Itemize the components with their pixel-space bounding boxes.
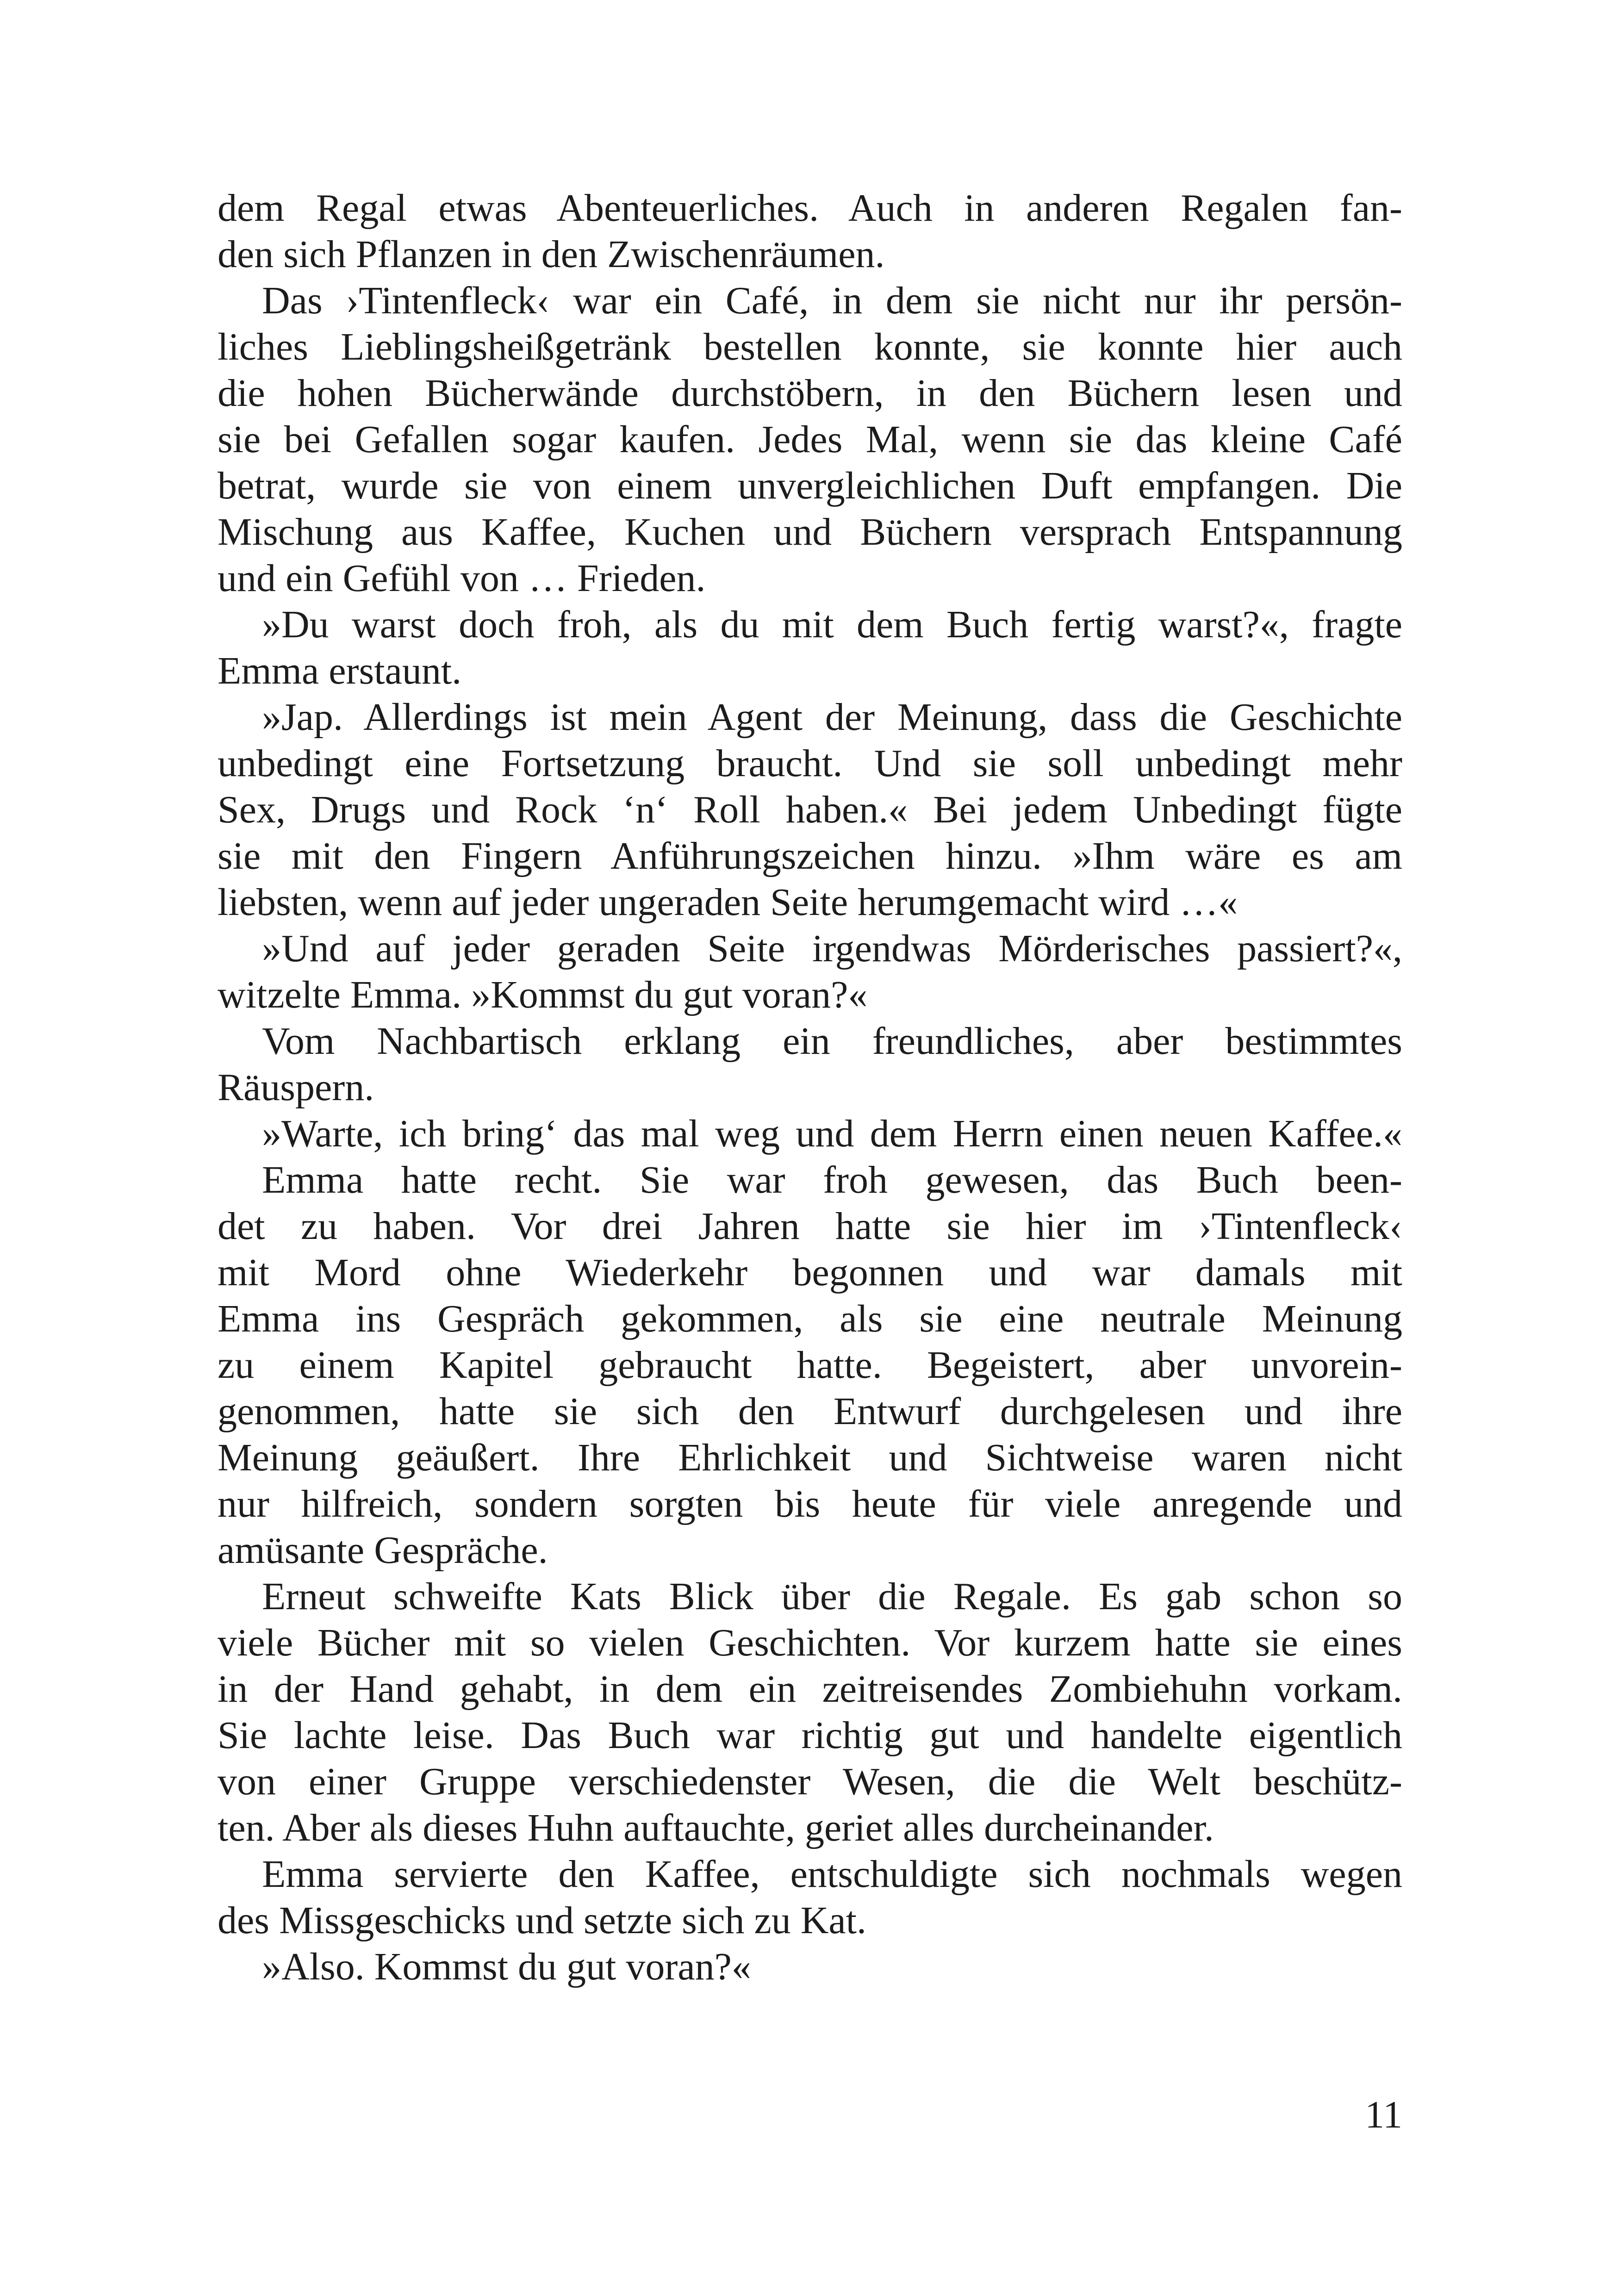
text-line: Sex, Drugs und Rock ‘n‘ Roll haben.« Bei jedem Unbedingt fügte (218, 788, 1402, 831)
text-line: Emma servierte den Kaffee, entschuldigte sich nochmals wegen (262, 1853, 1402, 1896)
text-line: Räuspern. (218, 1066, 374, 1109)
page-body (218, 185, 1402, 1990)
text-line: »Warte, ich bring‘ das mal weg und dem Herrn einen neuen Kaffee.« (262, 1112, 1402, 1155)
text-line: dem Regal etwas Abenteuerliches. Auch in anderen Regalen fan- (218, 187, 1402, 230)
text-line: und ein Gefühl von … Frieden. (218, 557, 706, 600)
text-line: Erneut schweifte Kats Blick über die Regale. Es gab schon so (262, 1575, 1402, 1618)
text-line: von einer Gruppe verschiedenster Wesen, die die Welt beschütz- (218, 1760, 1402, 1803)
text-line: det zu haben. Vor drei Jahren hatte sie hier im ›Tintenfleck‹ (218, 1205, 1402, 1248)
text-line: in der Hand gehabt, in dem ein zeitreisendes Zombiehuhn vorkam. (218, 1668, 1402, 1711)
text-line: Das ›Tintenfleck‹ war ein Café, in dem sie nicht nur ihr persön- (262, 279, 1402, 322)
text-line: die hohen Bücherwände durchstöbern, in den Büchern lesen und (218, 372, 1402, 415)
text-line: Meinung geäußert. Ihre Ehrlichkeit und Sichtweise waren nicht (218, 1436, 1402, 1479)
text-line: betrat, wurde sie von einem unvergleichlichen Duft empfangen. Die (218, 464, 1402, 507)
text-line: viele Bücher mit so vielen Geschichten. Vor kurzem hatte sie eines (218, 1621, 1402, 1664)
text-line: »Also. Kommst du gut voran?« (262, 1945, 751, 1988)
text-line: sie mit den Fingern Anführungszeichen hinzu. »Ihm wäre es am (218, 834, 1402, 877)
text-line: »Jap. Allerdings ist mein Agent der Meinung, dass die Geschichte (262, 696, 1402, 739)
text-line: Emma erstaunt. (218, 649, 462, 692)
text-line: »Du warst doch froh, als du mit dem Buch fertig warst?«, fragte (262, 603, 1402, 646)
text-line: sie bei Gefallen sogar kaufen. Jedes Mal, wenn sie das kleine Café (218, 418, 1402, 461)
text-line: Vom Nachbartisch erklang ein freundliches, aber bestimmtes (262, 1020, 1402, 1063)
text-line: Sie lachte leise. Das Buch war richtig gut und handelte eigentlich (218, 1714, 1402, 1757)
text-line: witzelte Emma. »Kommst du gut voran?« (218, 973, 868, 1016)
text-line: zu einem Kapitel gebraucht hatte. Begeistert, aber unvorein- (218, 1344, 1402, 1387)
text-line: »Und auf jeder geraden Seite irgendwas Mörderisches passiert?«, (262, 927, 1402, 970)
text-line: amüsante Gespräche. (218, 1529, 548, 1572)
text-line: den sich Pflanzen in den Zwischenräumen. (218, 233, 885, 276)
text-line: nur hilfreich, sondern sorgten bis heute für viele anregende und (218, 1482, 1402, 1525)
text-line: Emma ins Gespräch gekommen, als sie eine neutrale Meinung (218, 1297, 1402, 1340)
text-line: Mischung aus Kaffee, Kuchen und Büchern versprach Entspannung (218, 510, 1402, 554)
text-line: mit Mord ohne Wiederkehr begonnen und war damals mit (218, 1251, 1402, 1294)
text-line: ten. Aber als dieses Huhn auftauchte, geriet alles durcheinander. (218, 1806, 1214, 1849)
text-line: genommen, hatte sie sich den Entwurf durchgelesen und ihre (218, 1390, 1402, 1433)
text-line: des Missgeschicks und setzte sich zu Kat. (218, 1899, 867, 1942)
text-line: Emma hatte recht. Sie war froh gewesen, das Buch been- (262, 1158, 1402, 1201)
text-line: unbedingt eine Fortsetzung braucht. Und sie soll unbedingt mehr (218, 742, 1402, 785)
page-number: 11 (1365, 2093, 1402, 2136)
text-line: liebsten, wenn auf jeder ungeraden Seite herumgemacht wird …« (218, 881, 1238, 924)
text-line: liches Lieblingsheißgetränk bestellen konnte, sie konnte hier auch (218, 325, 1402, 368)
